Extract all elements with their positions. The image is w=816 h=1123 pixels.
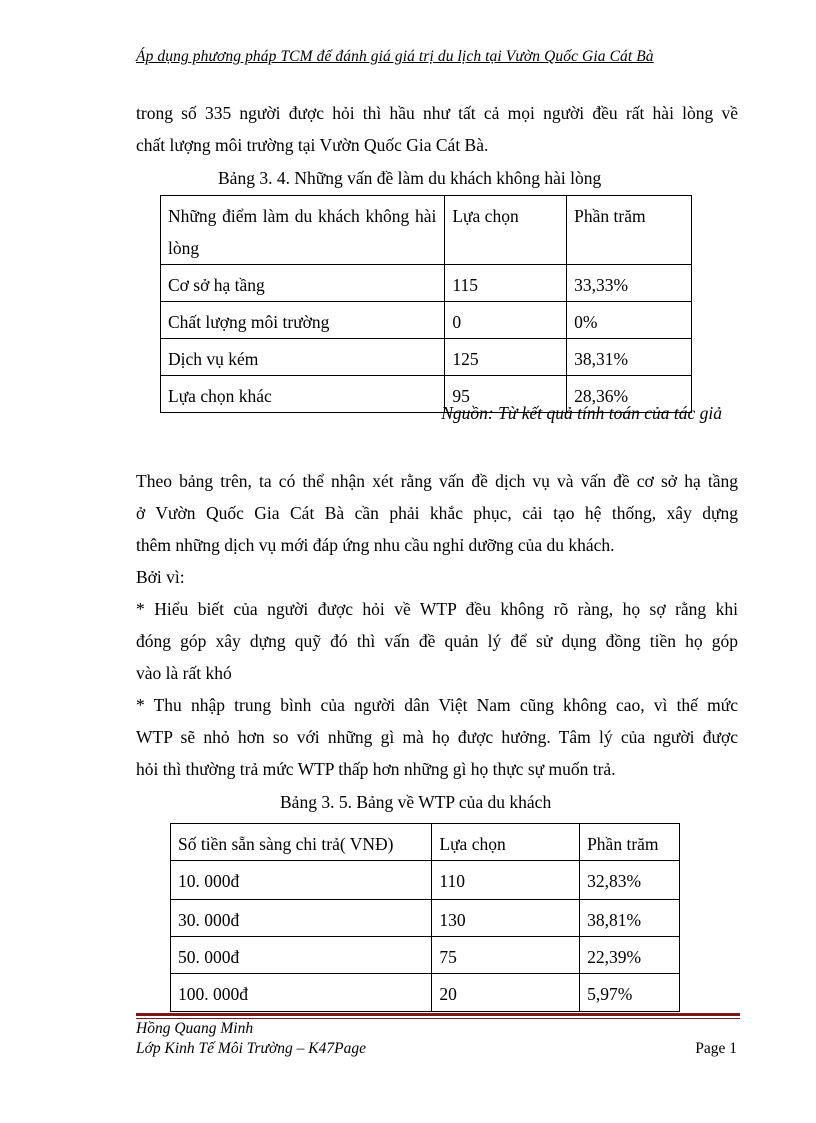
- wtp-table: [170, 823, 680, 1012]
- footer-divider-thick: [136, 1013, 740, 1016]
- body-line: ở Vườn Quốc Gia Cát Bà cần phải khắc phục, cải tạo hệ thống, xây dựng: [136, 503, 738, 523]
- table-header-cell: Lựa chọn: [445, 196, 567, 265]
- footer-class-line: Lớp Kinh Tế Môi Trường – K47Page: [136, 1040, 366, 1057]
- table-cell: 33,33%: [567, 265, 692, 302]
- table-cell: 22,39%: [580, 937, 680, 974]
- table-cell: 125: [445, 339, 567, 376]
- table-header-cell: Lựa chọn: [432, 824, 580, 861]
- table-header-cell: Những điểm làm du khách không hài lòng: [161, 196, 445, 265]
- table-cell: 28,36%: [567, 376, 692, 413]
- table-cell: 10. 000đ: [171, 861, 432, 900]
- table-cell: Lựa chọn khác: [161, 376, 445, 413]
- table-cell: Dịch vụ kém: [161, 339, 445, 376]
- body-line: hỏi thì thường trả mức WTP thấp hơn những gì họ thực sự muốn trả.: [136, 759, 616, 779]
- table-header-row: [171, 824, 680, 861]
- table-cell: 38,31%: [567, 339, 692, 376]
- table-row: [161, 339, 692, 376]
- table-header-cell: Phần trăm: [567, 196, 692, 265]
- table-cell: 75: [432, 937, 580, 974]
- body-line: đóng góp xây dựng quỹ đó thì vấn đề quản lý để sử dụng đồng tiền họ góp: [136, 631, 738, 651]
- table-cell: Chất lượng môi trường: [161, 302, 445, 339]
- table-cell: 100. 000đ: [171, 974, 432, 1012]
- body-line: * Thu nhập trung bình của người dân Việt Nam cũng không cao, vì thế mức: [136, 695, 738, 715]
- table-row: [171, 900, 680, 937]
- table-row: [161, 265, 692, 302]
- table-cell: Cơ sở hạ tầng: [161, 265, 445, 302]
- footer-author: Hồng Quang Minh: [136, 1020, 254, 1037]
- table1-source-note: Nguồn: Từ kết quả tính toán của tác giả: [441, 403, 722, 423]
- table-cell: 115: [445, 265, 567, 302]
- body-paragraph: [136, 465, 738, 785]
- page-header-title: Áp dụng phương pháp TCM để đánh giá giá trị du lịch tại Vườn Quốc Gia Cát Bà: [136, 48, 654, 65]
- table-cell: 50. 000đ: [171, 937, 432, 974]
- table-cell: 95: [445, 376, 567, 413]
- dissatisfaction-table: [160, 195, 692, 413]
- intro-line: trong số 335 người được hỏi thì hầu như tất cả mọi người đều rất hài lòng về: [136, 103, 738, 123]
- table-cell: 0: [445, 302, 567, 339]
- intro-line: chất lượng môi trường tại Vườn Quốc Gia Cát Bà.: [136, 135, 489, 155]
- table-cell: 38,81%: [580, 900, 680, 937]
- table-cell: 30. 000đ: [171, 900, 432, 937]
- footer-divider-thin: [136, 1018, 740, 1019]
- table-header-cell: Phần trăm: [580, 824, 680, 861]
- intro-paragraph: [136, 97, 738, 161]
- table-cell: 5,97%: [580, 974, 680, 1012]
- body-line: Theo bảng trên, ta có thể nhận xét rằng vấn đề dịch vụ và vấn đề cơ sở hạ tầng: [136, 471, 738, 491]
- table-header-row: [161, 196, 692, 265]
- table-row: [171, 937, 680, 974]
- table2-caption: Bảng 3. 5. Bảng về WTP của du khách: [280, 792, 552, 812]
- body-line: vào là rất khó: [136, 663, 232, 683]
- table-header-cell: Số tiền sẵn sàng chi trả( VNĐ): [171, 824, 432, 861]
- table-cell: 130: [432, 900, 580, 937]
- body-line: WTP sẽ nhỏ hơn so với những gì mà họ được hưởng. Tâm lý của người được: [136, 727, 738, 747]
- body-line: * Hiểu biết của người được hỏi về WTP đều không rõ ràng, họ sợ rằng khi: [136, 599, 738, 619]
- body-line: thêm những dịch vụ mới đáp ứng nhu cầu nghỉ dưỡng của du khách.: [136, 535, 615, 555]
- table-cell: 0%: [567, 302, 692, 339]
- table-cell: 32,83%: [580, 861, 680, 900]
- table1-caption: Bảng 3. 4. Những vấn đề làm du khách không hài lòng: [218, 168, 602, 188]
- table-cell: 110: [432, 861, 580, 900]
- body-line: Bởi vì:: [136, 567, 185, 587]
- table-cell: 20: [432, 974, 580, 1012]
- table-row: [171, 861, 680, 900]
- table-row: [161, 302, 692, 339]
- page-number: Page 1: [695, 1040, 737, 1057]
- table-row: [171, 974, 680, 1012]
